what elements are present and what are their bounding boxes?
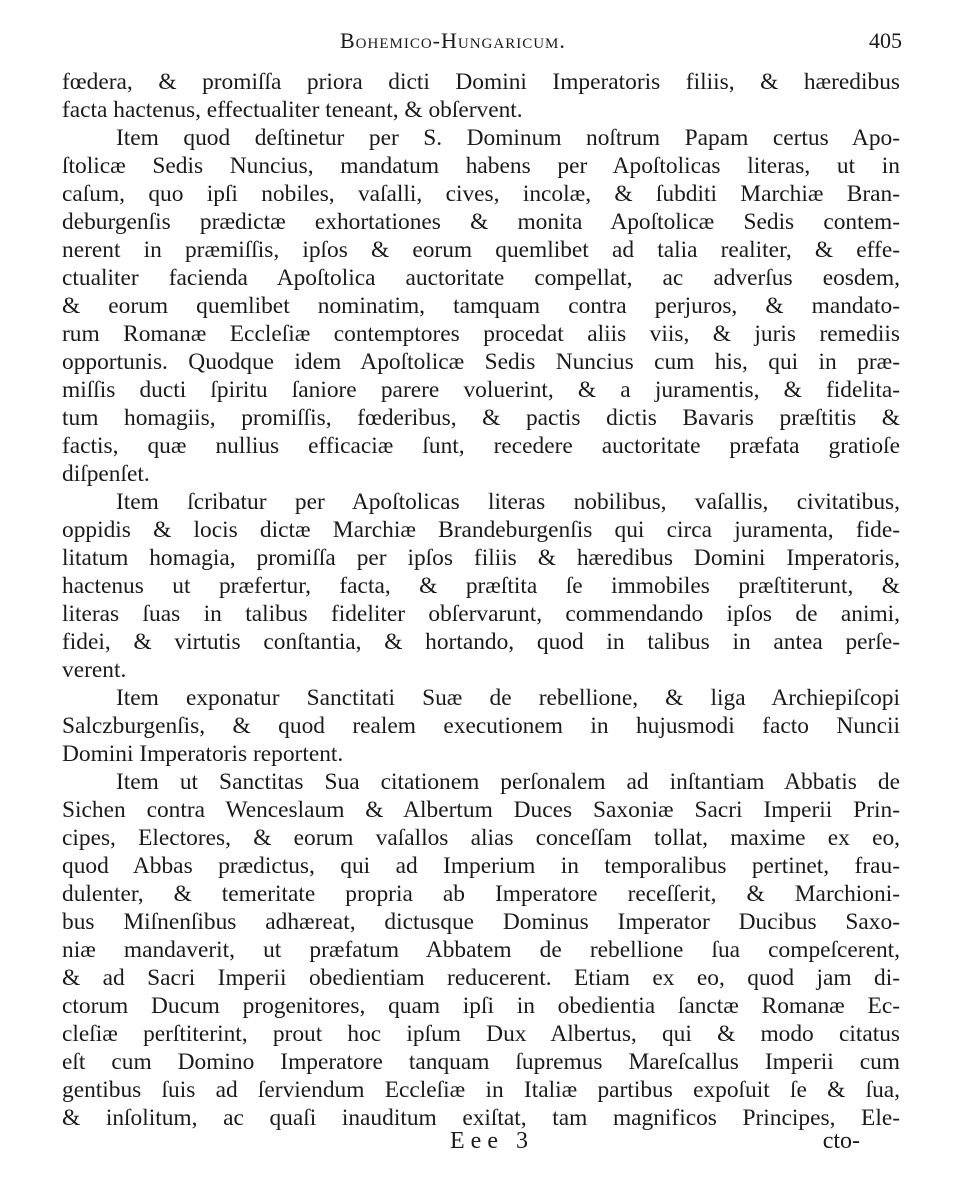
text-line: deburgenſis prædictæ exhortationes & monita Apoſtolicæ Sedis contem- bbox=[62, 209, 900, 235]
text-line: & ad Sacri Imperii obedientiam reducerent. Etiam ex eo, quod jam di- bbox=[62, 965, 900, 991]
text-line: & eorum quemlibet nominatim, tamquam contra perjuros, & mandato- bbox=[62, 293, 900, 319]
text-line: Salczburgenſis, & quod realem executionem in hujusmodi facto Nuncii bbox=[62, 713, 900, 739]
text-line: fœdera, & promiſſa priora dicti Domini Imperatoris filiis, & hæredibus bbox=[62, 69, 900, 95]
running-head: Bohemico-Hungaricum. bbox=[340, 28, 566, 53]
text-line: ctualiter facienda Apoſtolica auctoritate compellat, ac adverſus eosdem, bbox=[62, 265, 900, 291]
page-footer bbox=[0, 1128, 960, 1168]
text-line: literas ſuas in talibus fideliter obſervarunt, commendando ipſos de animi, bbox=[62, 601, 900, 627]
text-line: fidei, & virtutis conſtantia, & hortando, quod in talibus in antea perſe- bbox=[62, 629, 900, 655]
text-line: eſt cum Domino Imperatore tanquam ſupremus Mareſcallus Imperii cum bbox=[62, 1049, 900, 1075]
catchword: cto- bbox=[822, 1128, 860, 1154]
text-line: tum homagiis, promiſſis, fœderibus, & pactis dictis Bavaris præſtitis & bbox=[62, 405, 900, 431]
text-line: verent. bbox=[62, 657, 127, 683]
text-line: cipes, Electores, & eorum vaſallos alias conceſſam tollat, maxime ex eo, bbox=[62, 825, 900, 851]
text-line: Item quod deſtinetur per S. Dominum noſtrum Papam certus Apo- bbox=[116, 125, 900, 151]
page-header bbox=[0, 28, 960, 68]
text-line: rum Romanæ Eccleſiæ contemptores procedat aliis viis, & juris remediis bbox=[62, 321, 900, 347]
text-line: bus Miſnenſibus adhæreat, dictusque Dominus Imperator Ducibus Saxo- bbox=[62, 909, 900, 935]
text-line: Sichen contra Wenceslaum & Albertum Duces Saxoniæ Sacri Imperii Prin- bbox=[62, 797, 900, 823]
text-line: ſtolicæ Sedis Nuncius, mandatum habens per Apoſtolicas literas, ut in bbox=[62, 153, 900, 179]
text-line: factis, quæ nullius efficaciæ ſunt, recedere auctoritate præfata gratioſe bbox=[62, 433, 900, 459]
body-text bbox=[62, 68, 900, 1132]
text-line: Item exponatur Sanctitati Suæ de rebellione, & liga Archiepiſcopi bbox=[116, 685, 900, 711]
text-line: opportunis. Quodque idem Apoſtolicæ Sedis Nuncius cum his, qui in præ- bbox=[62, 349, 900, 375]
text-line: niæ mandaverit, ut præfatum Abbatem de rebellione ſua compeſcerent, bbox=[62, 937, 900, 963]
text-line: ctorum Ducum progenitores, quam ipſi in obedientia ſanctæ Romanæ Ec- bbox=[62, 993, 900, 1019]
signature-mark: Eee 3 bbox=[450, 1128, 534, 1154]
text-line: Domini Imperatoris reportent. bbox=[62, 741, 344, 767]
text-line: cleſiæ perſtiterint, prout hoc ipſum Dux Albertus, qui & modo citatus bbox=[62, 1021, 900, 1047]
text-line: hactenus ut præfertur, facta, & præſtita ſe immobiles præſtiterunt, & bbox=[62, 573, 900, 599]
text-line: quod Abbas prædictus, qui ad Imperium in temporalibus pertinet, frau- bbox=[62, 853, 900, 879]
text-line: facta hactenus, effectualiter teneant, & obſervent. bbox=[62, 97, 523, 123]
text-line: nerent in præmiſſis, ipſos & eorum quemlibet ad talia realiter, & effe- bbox=[62, 237, 900, 263]
text-line: dulenter, & temeritate propria ab Imperatore receſſerit, & Marchioni- bbox=[62, 881, 900, 907]
page-number: 405 bbox=[869, 28, 902, 53]
text-line: miſſis ducti ſpiritu ſaniore parere voluerint, & a juramentis, & fidelita- bbox=[62, 377, 900, 403]
text-line: & inſolitum, ac quaſi inauditum exiſtat, tam magnificos Principes, Ele- bbox=[62, 1105, 900, 1131]
text-line: Item ut Sanctitas Sua citationem perſonalem ad inſtantiam Abbatis de bbox=[116, 769, 900, 795]
text-line: diſpenſet. bbox=[62, 461, 150, 487]
text-line: caſum, quo ipſi nobiles, vaſalli, cives, incolæ, & ſubditi Marchiæ Bran- bbox=[62, 181, 900, 207]
text-line: gentibus ſuis ad ſerviendum Eccleſiæ in Italiæ partibus expoſuit ſe & ſua, bbox=[62, 1077, 900, 1103]
text-line: Item ſcribatur per Apoſtolicas literas nobilibus, vaſallis, civitatibus, bbox=[116, 489, 900, 515]
text-line: oppidis & locis dictæ Marchiæ Brandeburgenſis qui circa juramenta, fide- bbox=[62, 517, 900, 543]
text-line: litatum homagia, promiſſa per ipſos filiis & hæredibus Domini Imperatoris, bbox=[62, 545, 900, 571]
